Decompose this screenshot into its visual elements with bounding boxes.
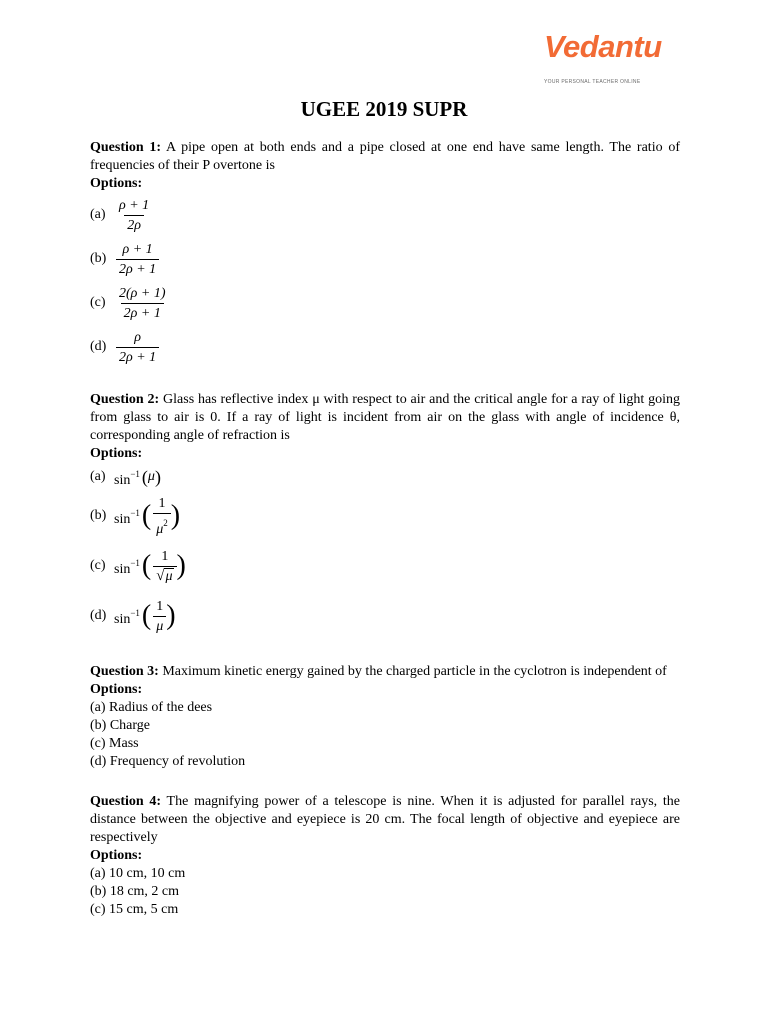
numerator: 1 <box>161 548 169 564</box>
numerator: ρ <box>134 329 141 345</box>
denominator: 2ρ + 1 <box>116 347 159 366</box>
logo-tagline: YOUR PERSONAL TEACHER ONLINE <box>544 79 641 85</box>
sin-name: sin <box>114 472 131 488</box>
numerator: 1 <box>158 495 166 511</box>
fraction <box>153 598 166 635</box>
question-2-body: Glass has reflective index μ with respect to air and the critical angle for a ray of light going from glass to air is 0. If a ray of light is incident from air on the glass with angle of incidence θ, corresponding angle of refraction is <box>90 392 680 443</box>
question-2-option-c <box>90 541 680 591</box>
right-paren: ) <box>176 550 186 581</box>
question-1-option-b <box>90 237 680 281</box>
question-2-option-b <box>90 491 680 541</box>
question-3-option-d: (d) Frequency of revolution <box>90 754 246 769</box>
denominator <box>153 513 171 538</box>
question-4-option-c: (c) 15 cm, 5 cm <box>90 902 179 917</box>
square-root-icon: √ <box>156 567 165 584</box>
question-4 <box>90 793 680 919</box>
sin-name: sin <box>114 561 131 577</box>
denominator: 2ρ <box>124 215 144 234</box>
option-label: (a) <box>90 469 106 484</box>
question-4-body: The magnifying power of a telescope is nine. When it is adjusted for parallel rays, the distance between the objective and eyepiece is 20 cm. The focal length of objective and eyepiece are respectively <box>90 794 680 845</box>
fraction <box>153 548 176 585</box>
option-label: (b) <box>90 251 107 266</box>
option-label: (b) <box>90 508 107 523</box>
numerator: 1 <box>156 598 164 614</box>
option-label: (c) <box>90 558 106 573</box>
question-1-option-a <box>90 193 680 237</box>
numerator: ρ + 1 <box>122 241 153 257</box>
question-3-text <box>90 663 680 681</box>
question-1-label: Question 1: <box>90 140 162 155</box>
left-paren: ( <box>141 600 152 631</box>
document-body <box>90 139 680 941</box>
question-4-options-heading: Options: <box>90 848 143 863</box>
left-paren: ( <box>141 467 148 487</box>
sin-name: sin <box>114 611 131 627</box>
question-2-option-d <box>90 591 680 641</box>
sin-function <box>114 554 140 579</box>
option-label: (c) <box>90 295 106 310</box>
sin-function <box>114 604 140 629</box>
question-3-options-heading: Options: <box>90 682 143 697</box>
question-3-label: Question 3: <box>90 664 159 679</box>
numerator: ρ + 1 <box>119 197 150 213</box>
numerator: 2(ρ + 1) <box>119 285 166 301</box>
sin-function <box>114 465 140 490</box>
left-paren: ( <box>141 550 152 581</box>
fraction <box>116 197 152 234</box>
denominator: 2ρ + 1 <box>121 303 164 322</box>
question-1 <box>90 139 680 369</box>
sin-name: sin <box>114 511 131 527</box>
question-1-options-heading: Options: <box>90 176 143 191</box>
question-2-options-heading: Options: <box>90 446 143 461</box>
question-4-option-b: (b) 18 cm, 2 cm <box>90 884 180 899</box>
question-2 <box>90 391 680 641</box>
question-1-option-c <box>90 281 680 325</box>
right-paren: ) <box>170 500 181 531</box>
question-3-body: Maximum kinetic energy gained by the charged particle in the cyclotron is independent of <box>158 664 667 679</box>
question-4-label: Question 4: <box>90 794 162 809</box>
denominator-base: μ <box>156 521 164 537</box>
option-label: (d) <box>90 339 107 354</box>
fraction <box>116 285 169 322</box>
inverse-exponent: −1 <box>130 507 140 518</box>
question-2-option-a <box>90 463 680 491</box>
fraction <box>153 495 171 538</box>
page-title: UGEE 2019 SUPR <box>300 97 468 121</box>
sin-function <box>114 504 140 529</box>
denominator-exponent: 2 <box>163 517 168 528</box>
question-1-text <box>90 139 680 175</box>
question-3 <box>90 663 680 771</box>
question-4-text <box>90 793 680 847</box>
question-2-label: Question 2: <box>90 392 160 407</box>
question-4-option-a: (a) 10 cm, 10 cm <box>90 866 186 881</box>
question-1-option-d <box>90 325 680 369</box>
option-label: (d) <box>90 608 107 623</box>
fraction <box>116 329 159 366</box>
right-paren: ) <box>154 467 161 487</box>
question-1-body: A pipe open at both ends and a pipe closed at one end have same length. The ratio of frequencies of their P overtone is <box>90 140 680 173</box>
denominator: 2ρ + 1 <box>116 259 159 278</box>
option-label: (a) <box>90 207 106 222</box>
question-2-text <box>90 391 680 445</box>
vedantu-logo <box>544 22 662 88</box>
argument: μ <box>147 469 155 484</box>
question-3-option-c: (c) Mass <box>90 736 139 751</box>
right-paren: ) <box>166 600 176 631</box>
inverse-exponent: −1 <box>130 607 140 618</box>
left-paren: ( <box>141 500 152 531</box>
inverse-exponent: −1 <box>130 557 140 568</box>
question-3-option-b: (b) Charge <box>90 718 150 733</box>
question-3-option-a: (a) Radius of the dees <box>90 700 213 715</box>
logo-wordmark: Vedantu <box>544 29 662 64</box>
radicand: μ <box>165 568 173 584</box>
denominator: μ <box>153 616 166 635</box>
denominator <box>153 566 176 585</box>
fraction <box>116 241 159 278</box>
inverse-exponent: −1 <box>130 468 140 479</box>
